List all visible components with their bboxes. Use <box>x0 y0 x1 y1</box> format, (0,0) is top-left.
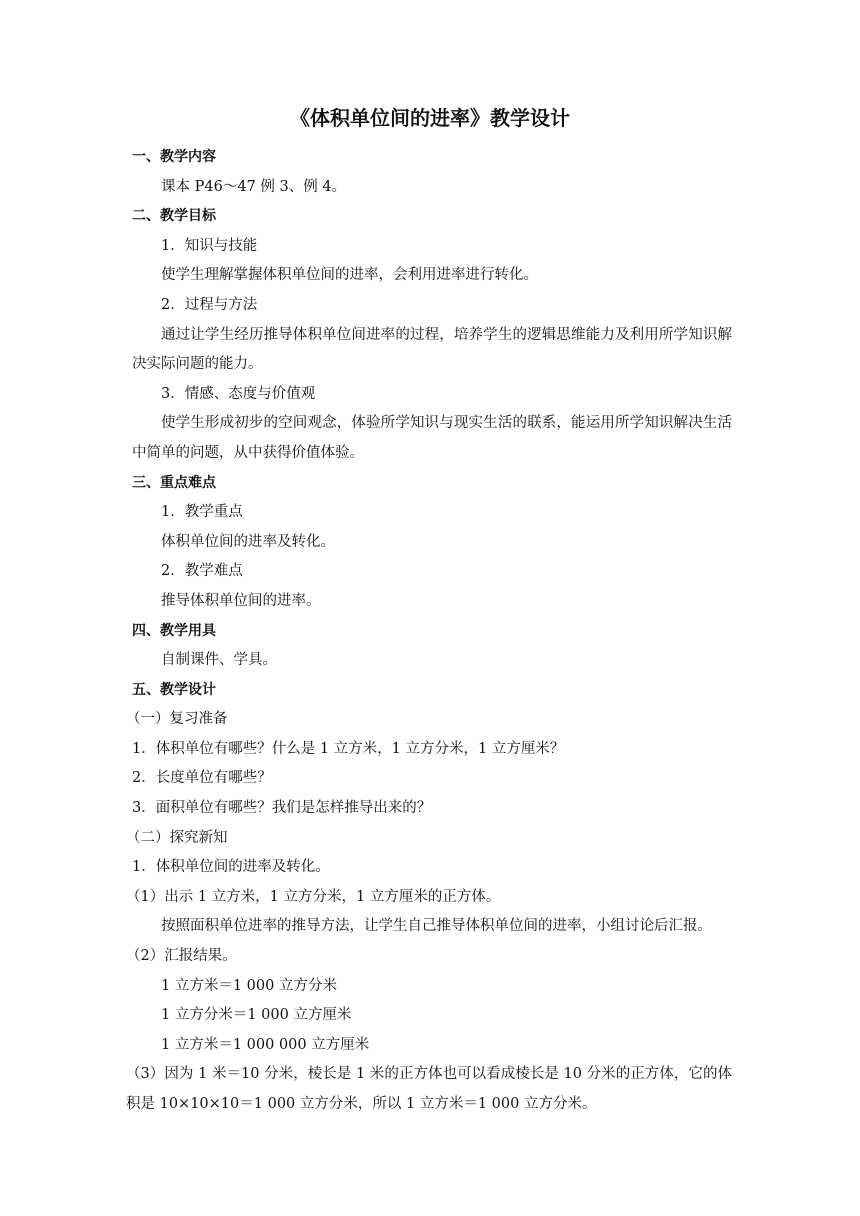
explore-step-2: （2）汇报结果。 <box>126 948 237 965</box>
tools-text: 自制课件、学具。 <box>161 652 277 669</box>
section-heading-tools: 四、教学用具 <box>132 622 216 639</box>
key-point-1-text: 体积单位间的进率及转化。 <box>161 533 335 550</box>
section-heading-design: 五、教学设计 <box>132 681 216 698</box>
objective-1-text: 使学生理解掌握体积单位间的进率，会利用进率进行转化。 <box>161 267 538 284</box>
content-text: 课本 P46～47 例 3、例 4。 <box>161 178 347 195</box>
explore-step-3: （3）因为 1 米＝10 分米，棱长是 1 米的正方体也可以看成棱长是 10 分米的正方体，它的体积是 10×10×10＝1 000 立方分米，所以 1 立方米＝1 000 立方分米。 <box>126 1066 732 1112</box>
key-point-1-label: 1．教学重点 <box>161 504 243 521</box>
objective-1-label: 1．知识与技能 <box>161 237 258 254</box>
design-part-1-label: （一）复习准备 <box>126 711 228 728</box>
explore-step-1-text: 按照面积单位进率的推导方法，让学生自己推导体积单位间的进率，小组讨论后汇报。 <box>161 918 712 935</box>
section-heading-objectives: 二、教学目标 <box>132 208 216 225</box>
objective-3-text: 使学生形成初步的空间观念，体验所学知识与现实生活的联系，能运用所学知识解决生活中简单的问题，从中获得价值体验。 <box>132 415 732 461</box>
review-question-3: 3．面积单位有哪些？我们是怎样推导出来的？ <box>132 800 432 817</box>
section-heading-key-points: 三、重点难点 <box>132 474 216 491</box>
section-heading-content: 一、教学内容 <box>132 149 216 165</box>
equation-2: 1 立方分米＝1 000 立方厘米 <box>161 1007 352 1024</box>
key-point-2-label: 2．教学难点 <box>161 563 243 580</box>
explore-item-1: 1．体积单位间的进率及转化。 <box>132 859 330 876</box>
objective-2-label: 2．过程与方法 <box>161 296 258 313</box>
document-body <box>126 143 732 1120</box>
objective-2-text: 通过让学生经历推导体积单位间进率的过程，培养学生的逻辑思维能力及利用所学知识解决实际问题的能力。 <box>132 326 732 373</box>
equation-3: 1 立方米＝1 000 000 立方厘米 <box>161 1036 370 1053</box>
review-question-2: 2．长度单位有哪些？ <box>132 770 272 787</box>
document-title: 《体积单位间的进率》教学设计 <box>290 106 570 130</box>
review-question-1: 1．体积单位有哪些？什么是 1 立方米，1 立方分米，1 立方厘米？ <box>132 740 565 757</box>
equation-1: 1 立方米＝1 000 立方分米 <box>161 977 337 994</box>
objective-3-label: 3．情感、态度与价值观 <box>161 385 316 402</box>
explore-step-1: （1）出示 1 立方米，1 立方分米，1 立方厘米的正方体。 <box>126 888 501 905</box>
design-part-2-label: （二）探究新知 <box>126 829 228 846</box>
key-point-2-text: 推导体积单位间的进率。 <box>161 592 321 609</box>
